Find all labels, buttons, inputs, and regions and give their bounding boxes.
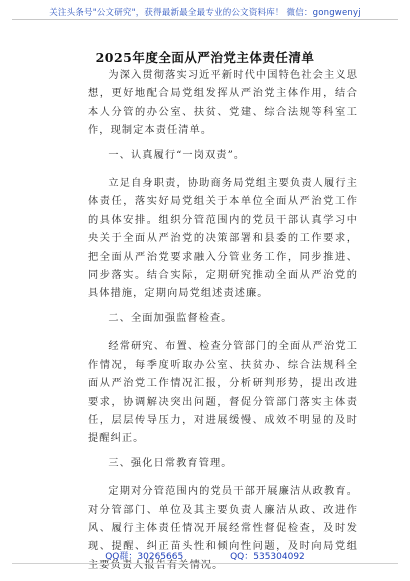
- section-body-1: 立足自身职责，协助商务局党组主要负责人履行主体责任，落实好局党组关于本单位全面从严治党工作的具体安排。组织分管范围内的党员干部认真学习中央关于全面从严治党的决策部署和县委的工作要求，把全面从严治党要求融入分管业务工作，同步推进、同步落实。结合实际，定期研究推动全面从严治党的具体措施，定期向局党组述责述廉。: [88, 178, 358, 300]
- section-heading-1: 一、认真履行“一岗双责”。: [108, 149, 246, 161]
- header-promo-text: 关注头条号"公文研究"，获得最新最全最专业的公文资料库！ 微信：gongwenyj: [49, 8, 361, 18]
- section-heading-3: 三、强化日常教育管理。: [108, 457, 233, 469]
- page-footer: [0, 549, 410, 562]
- intro-paragraph: 为深入贯彻落实习近平新时代中国特色社会主义思想，更好地配合局党组发挥从严治党主体作用，结合本人分管的办公室、扶贫、党建、综合法规等科室工作，现制定本责任清单。: [88, 70, 358, 137]
- section-heading-2: 二、全面加强监督检查。: [108, 312, 233, 324]
- header-divider: [12, 19, 398, 20]
- section-body-2: 经常研究、布置、检查分管部门的全面从严治党工作情况，每季度听取办公室、扶贫办、综合法规科全面从严治党工作情况汇报，分析研判形势，提出改进要求，协调解决突出问题，督促分管部门落实主体责任，层层传导压力，对进展缓慢、成效不明显的及时提醒纠正。: [88, 341, 358, 445]
- document-body: [88, 67, 358, 581]
- document-title: 2025年度全面从严治党主体责任清单: [95, 50, 315, 65]
- footer-qq-group: QQ群：30265665: [105, 552, 184, 562]
- section-body-3: 定期对分管范围内的党员干部开展廉洁从政教育。对分管部门、单位及其主要负责人廉洁从政、改进作风、履行主体责任情况开展经常性督促检查，及时发现、提醒、纠正苗头性和倾向性问题，及时向局党组主要负责人报告有关情况。: [88, 486, 358, 571]
- footer-divider: [12, 563, 398, 564]
- footer-qq: QQ：535304092: [230, 552, 305, 562]
